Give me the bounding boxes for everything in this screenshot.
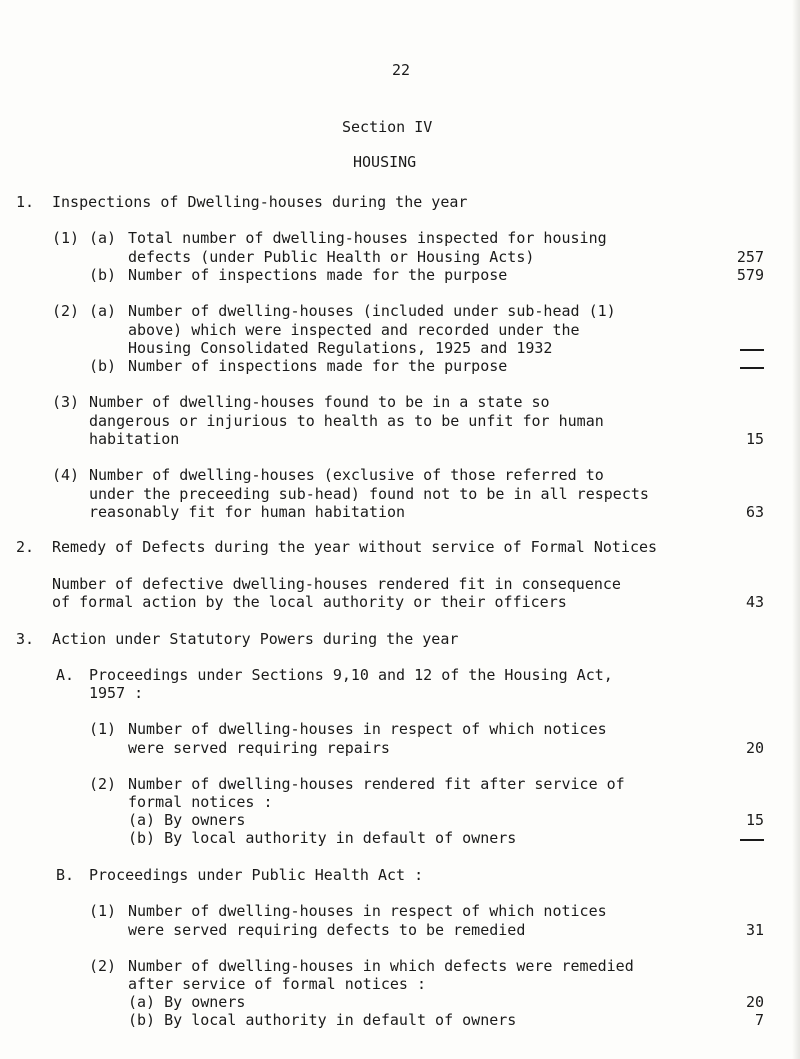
s1-i1-b-label: (b) (89, 266, 117, 284)
s1-i2-number: (2) (52, 302, 80, 320)
s1-i1-a-label: (a) (89, 229, 117, 247)
s1-i1-number: (1) (52, 229, 80, 247)
s3-a-i1-value: 20 (745, 739, 764, 757)
page-number: 22 (392, 61, 411, 79)
s1-i3-number: (3) (52, 393, 80, 411)
s1-i4-text-3: reasonably fit for human habitation (89, 503, 406, 521)
s2-text-2: of formal action by the local authority or their officers (52, 593, 567, 611)
s3-b-i2-b: (b) By local authority in default of owners (128, 1011, 517, 1029)
s2-value: 43 (745, 593, 764, 611)
section-label: Section IV (342, 118, 433, 136)
s1-i3-text-3: habitation (89, 430, 180, 448)
s2-number: 2. (16, 538, 35, 556)
s1-i2-a-text-3: Housing Consolidated Regulations, 1925 and 1932 (128, 339, 553, 357)
page-edge-shadow (792, 0, 800, 1059)
s3-a-i1-text-2: were served requiring repairs (128, 739, 390, 757)
s3-a-text-1: Proceedings under Sections 9,10 and 12 of the Housing Act, (89, 666, 613, 684)
s1-i4-value: 63 (745, 503, 764, 521)
s1-i2-b-text: Number of inspections made for the purpose (128, 357, 508, 375)
s2-text-1: Number of defective dwelling-houses rendered fit in consequence (52, 575, 621, 593)
s1-number: 1. (16, 193, 35, 211)
s1-i2-a-label: (a) (89, 302, 117, 320)
s3-a-i2-b: (b) By local authority in default of owners (128, 829, 517, 847)
s1-i2-a-text-1: Number of dwelling-houses (included under sub-head (1) (128, 302, 616, 320)
s3-a-i2-a-value: 15 (745, 811, 764, 829)
s1-i1-a-text-1: Total number of dwelling-houses inspected for housing (128, 229, 607, 247)
s3-b-text: Proceedings under Public Health Act : (89, 866, 424, 884)
s1-i4-text-2: under the preceeding sub-head) found not to be in all respects (89, 485, 649, 503)
s1-i3-text-2: dangerous or injurious to health as to be unfit for human (89, 412, 604, 430)
s3-heading: Action under Statutory Powers during the year (52, 630, 459, 648)
s1-i1-a-text-2: defects (under Public Health or Housing Acts) (128, 248, 535, 266)
s3-b-i2-number: (2) (89, 957, 117, 975)
s1-i1-b-value: 579 (736, 266, 764, 284)
s1-i3-value: 15 (745, 430, 764, 448)
s3-b-i1-value: 31 (745, 921, 764, 939)
s3-b-i1-number: (1) (89, 902, 117, 920)
s3-a-text-2: 1957 : (89, 684, 144, 702)
s1-i2-b-label: (b) (89, 357, 117, 375)
s3-a-label: A. (56, 666, 75, 684)
s3-b-i2-text-1: Number of dwelling-houses in which defects were remedied (128, 957, 634, 975)
s3-b-i1-text-2: were served requiring defects to be remedied (128, 921, 526, 939)
s3-a-i2-text-1: Number of dwelling-houses rendered fit after service of (128, 775, 625, 793)
s1-i4-number: (4) (52, 466, 80, 484)
s3-a-i1-number: (1) (89, 720, 117, 738)
s1-i1-b-text: Number of inspections made for the purpose (128, 266, 508, 284)
s3-number: 3. (16, 630, 35, 648)
s3-b-label: B. (56, 866, 75, 884)
s1-heading: Inspections of Dwelling-houses during the year (52, 193, 468, 211)
s1-i3-text-1: Number of dwelling-houses found to be in a state so (89, 393, 550, 411)
s1-i2-a-text-2: above) which were inspected and recorded under the (128, 321, 580, 339)
page-title: HOUSING (353, 153, 417, 171)
s2-heading: Remedy of Defects during the year without service of Formal Notices (52, 538, 658, 556)
s3-b-i1-text-1: Number of dwelling-houses in respect of which notices (128, 902, 607, 920)
s3-a-i1-text-1: Number of dwelling-houses in respect of which notices (128, 720, 607, 738)
s3-a-i2-text-2: formal notices : (128, 793, 273, 811)
s1-i2-a-empty-dash (740, 349, 764, 351)
s3-a-i2-b-empty-dash (740, 839, 764, 841)
s1-i1-a-value: 257 (736, 248, 764, 266)
s3-b-i2-a: (a) By owners (128, 993, 246, 1011)
s3-b-i2-a-value: 20 (745, 993, 764, 1011)
s3-b-i2-text-2: after service of formal notices : (128, 975, 427, 993)
s1-i2-b-empty-dash (740, 367, 764, 369)
s3-a-i2-a: (a) By owners (128, 811, 246, 829)
s3-a-i2-number: (2) (89, 775, 117, 793)
s1-i4-text-1: Number of dwelling-houses (exclusive of those referred to (89, 466, 604, 484)
s3-b-i2-b-value: 7 (754, 1011, 764, 1029)
